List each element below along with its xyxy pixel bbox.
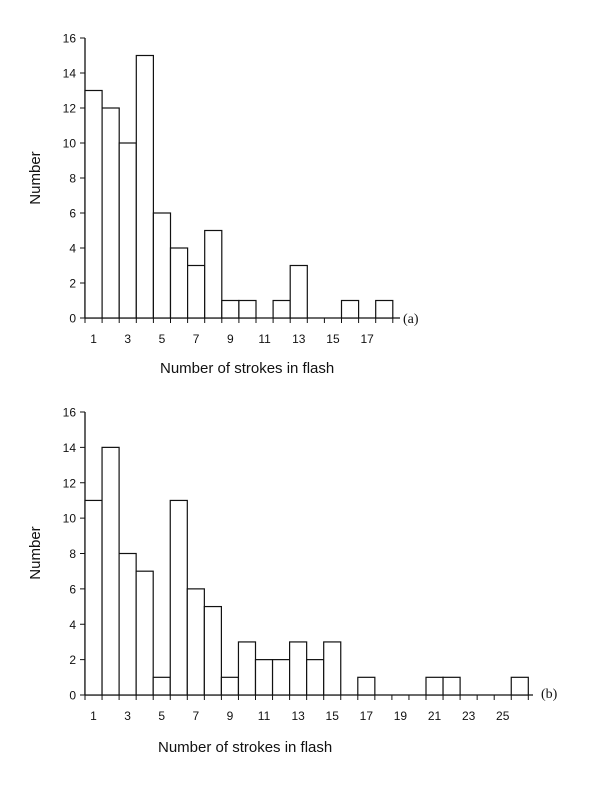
y-tick-label: 6 xyxy=(69,206,76,221)
x-tick-label: 1 xyxy=(90,332,97,346)
histogram-bar xyxy=(205,231,222,319)
histogram-bar xyxy=(170,500,187,695)
x-tick-label: 1 xyxy=(90,709,97,723)
histogram-bar xyxy=(273,301,290,319)
histogram-bar xyxy=(342,301,359,319)
y-tick-label: 16 xyxy=(62,405,76,420)
x-tick-label: 13 xyxy=(291,709,305,723)
y-tick-label: 14 xyxy=(62,66,76,81)
histogram-bar xyxy=(187,589,204,695)
y-tick-label: 4 xyxy=(69,241,76,256)
histogram-bar xyxy=(307,660,324,695)
x-tick-label: 11 xyxy=(257,709,271,723)
histogram-bar xyxy=(136,56,153,319)
x-tick-label: 9 xyxy=(227,332,234,346)
histogram-bar xyxy=(273,660,290,695)
histogram-bar xyxy=(188,266,205,319)
histogram-bar xyxy=(376,301,393,319)
x-tick-label: 17 xyxy=(360,332,374,346)
panel-a-ylabel: Number xyxy=(27,151,44,205)
panel-a-xlabel: Number of strokes in flash xyxy=(160,360,335,377)
x-tick-label: 3 xyxy=(124,332,132,346)
x-tick-label: 15 xyxy=(325,709,339,723)
y-tick-label: 2 xyxy=(69,653,76,668)
histogram-bar xyxy=(85,91,102,319)
histogram-bar xyxy=(171,248,188,318)
histogram-bar xyxy=(290,642,307,695)
histogram-bar xyxy=(239,301,256,319)
histogram-bar xyxy=(119,143,136,318)
x-tick-label: 7 xyxy=(192,709,200,723)
x-tick-label: 7 xyxy=(192,332,200,346)
histogram-bar xyxy=(102,108,119,318)
histogram-bar xyxy=(443,677,460,695)
histogram-bar xyxy=(238,642,255,695)
y-tick-label: 6 xyxy=(69,582,76,597)
histogram-bar xyxy=(426,677,443,695)
x-tick-label: 11 xyxy=(258,332,271,346)
x-tick-label: 3 xyxy=(124,709,131,723)
histogram-bar xyxy=(358,677,375,695)
panel-a-label: (a) xyxy=(403,312,419,327)
x-tick-label: 17 xyxy=(359,709,374,723)
y-tick-label: 0 xyxy=(69,688,76,703)
histogram-panel-b xyxy=(27,406,558,757)
y-tick-label: 10 xyxy=(62,511,76,526)
x-tick-label: 5 xyxy=(158,709,166,723)
y-tick-label: 12 xyxy=(62,476,76,491)
y-tick-label: 0 xyxy=(69,311,76,326)
x-tick-label: 19 xyxy=(393,709,408,723)
y-tick-label: 2 xyxy=(69,276,76,291)
histogram-bar xyxy=(256,660,273,695)
x-tick-label: 13 xyxy=(292,332,306,346)
x-tick-label: 23 xyxy=(461,709,476,723)
histogram-bar xyxy=(511,677,528,695)
x-tick-label: 21 xyxy=(427,709,442,723)
histogram-bar xyxy=(119,554,136,696)
panel-b-label: (b) xyxy=(541,687,558,702)
x-tick-label: 9 xyxy=(226,709,234,723)
histogram-bar xyxy=(290,266,307,319)
histogram-bar xyxy=(153,677,170,695)
histogram-bar xyxy=(204,607,221,695)
y-tick-label: 14 xyxy=(62,440,76,455)
x-tick-label: 25 xyxy=(496,709,510,723)
x-tick-label: 5 xyxy=(158,332,166,346)
histogram-bar xyxy=(136,571,153,695)
histogram-bar xyxy=(102,447,119,695)
y-tick-label: 8 xyxy=(69,547,76,561)
histogram-bar xyxy=(222,301,239,319)
x-tick-label: 15 xyxy=(326,332,340,346)
histogram-bar xyxy=(324,642,341,695)
y-tick-label: 4 xyxy=(69,617,76,632)
panel-b-xlabel: Number of strokes in flash xyxy=(158,739,333,756)
histogram-bar xyxy=(221,677,238,695)
y-tick-label: 12 xyxy=(62,101,76,116)
histogram-panel-a xyxy=(27,32,419,378)
y-tick-label: 8 xyxy=(69,171,76,186)
y-tick-label: 10 xyxy=(62,136,76,151)
panel-b-ylabel: Number xyxy=(27,526,44,580)
histogram-bar xyxy=(153,213,170,318)
histogram-bar xyxy=(85,500,102,695)
y-tick-label: 16 xyxy=(62,31,76,46)
